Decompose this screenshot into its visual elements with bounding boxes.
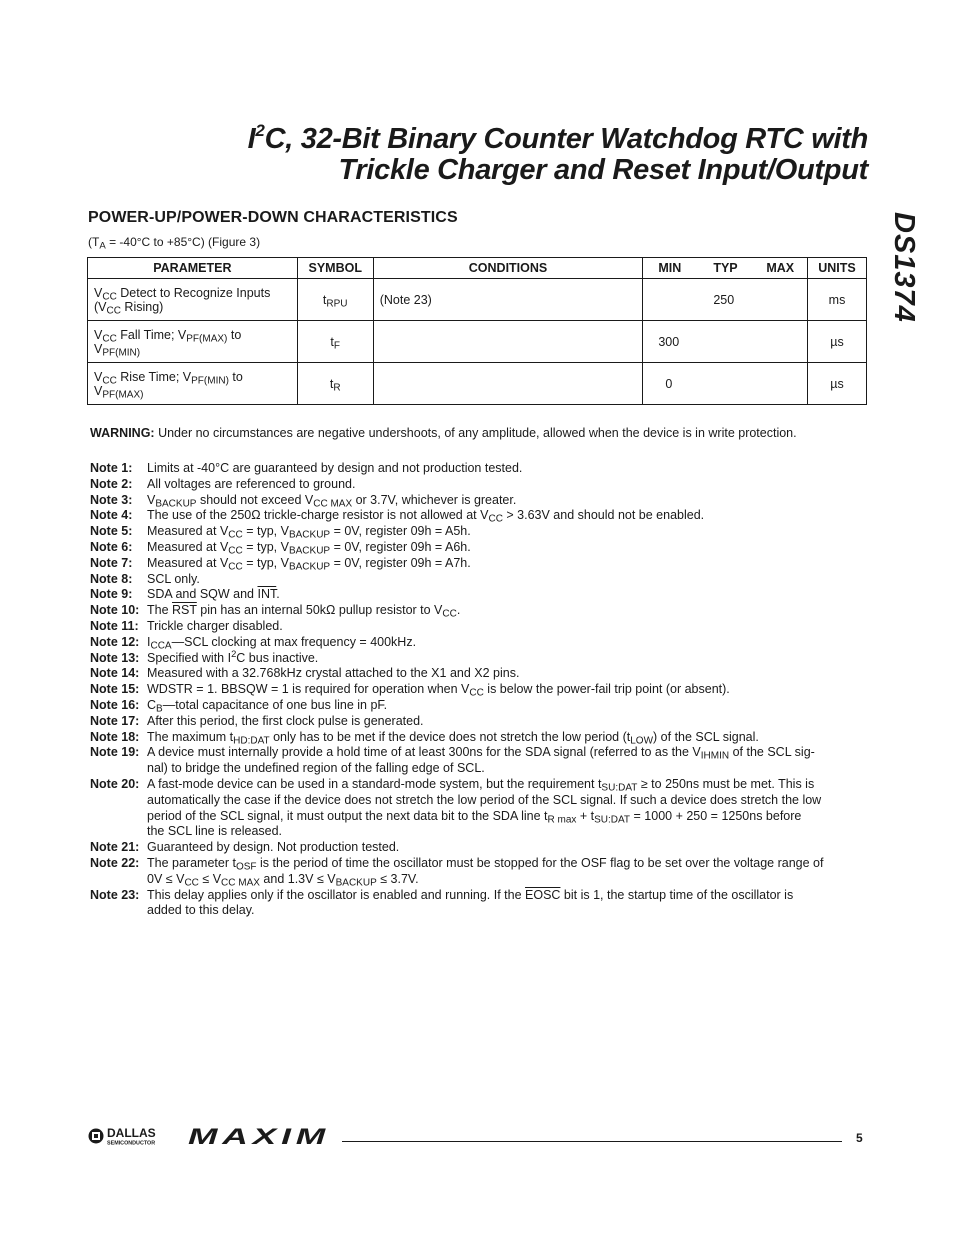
min-value: 0: [665, 376, 673, 391]
note-18: Note 18: The maximum $t_{HD:DAT}$ only has to be met if the device does not stretch the low period $(t_{LOW})$ of the SCL signal.: [90, 729, 759, 747]
page-number: 5: [856, 1131, 863, 1145]
header-units: UNITS: [808, 258, 867, 279]
note-20: Note 20: A fast-mode device can be used in a standard-mode system, but the requirement $t_{SU:DAT}$ ≥ to 250ns must be met. This is automatically the case if the device does not stretch the low period of the SCL signal. If such a device does stretch the low period of the SCL signal, it must output the next data bit to the SDA line $t_{R max} + t_{SU:DAT} = 1000 + 250 = 1250ns$ before the SCL line is released.: [90, 776, 822, 839]
note-9: Note 9: SDA and SQW and $\overline{INT}$.: [90, 587, 280, 602]
min-typ-max-cell: [643, 321, 808, 363]
note-7: Note 7: Measured at $V_{CC}$ = typ, $V_{BACKUP} = 0V$, register 09h = A7h.: [90, 555, 471, 573]
header-min: MIN: [658, 261, 682, 275]
parameter-cell: $V_{CC}$ Fall Time; $V_{PF(MAX)}$ to $V_{PF(MIN)}$: [88, 321, 298, 363]
note-2: Note 2: All voltages are referenced to ground.: [90, 476, 356, 491]
min-typ-max-cell: [643, 279, 808, 321]
note-10: Note 10: The $\overline{RST}$ pin has an internal 50kΩ pullup resistor to $V_{CC}$.: [90, 603, 461, 620]
note-1: Note 1: Limits at -40°C are guaranteed by design and not production tested.: [90, 461, 523, 475]
note-17: Note 17: After this period, the first clock pulse is generated.: [90, 713, 424, 728]
note-21: Note 21: Guaranteed by design. Not production tested.: [90, 840, 400, 855]
note-23: Note 23: This delay applies only if the oscillator is enabled and running. If the EOSC bit is 1, the startup time of the oscillator is added to this delay.: [90, 887, 794, 918]
maxim-logo-icon: MAXIM: [188, 1126, 330, 1146]
symbol-cell: $t_F$: [297, 321, 373, 363]
min-typ-max-cell: [643, 363, 808, 405]
table-row: [88, 279, 867, 321]
conditions-cell: [373, 321, 643, 363]
section-title: POWER-UP/POWER-DOWN CHARACTERISTICS: [88, 209, 458, 226]
semiconductor-wordmark: SEMICONDUCTOR: [107, 1140, 156, 1146]
note-14: Note 14: Measured with a 32.768kHz crystal attached to the X1 and X2 pins.: [90, 666, 520, 681]
header-min-typ-max: [643, 258, 808, 279]
table-row: [88, 363, 867, 405]
min-value: 300: [658, 334, 680, 349]
notes-list: [90, 461, 868, 919]
parameter-cell: $V_{CC}$ Rise Time; $V_{PF(MIN)}$ to $V_{PF(MAX)}$: [88, 363, 298, 405]
note-6: Note 6: Measured at $V_{CC}$ = typ, $V_{BACKUP} = 0V$, register 09h = A6h.: [90, 539, 471, 557]
conditions-cell: [373, 363, 643, 405]
note-8: Note 8: SCL only.: [90, 571, 200, 586]
note-5: Note 5: Measured at $V_{CC}$ = typ, $V_{BACKUP} = 0V$, register 09h = A5h.: [90, 524, 471, 541]
units-cell: ms: [808, 279, 867, 321]
header-conditions: CONDITIONS: [373, 258, 643, 279]
note-22: Note 22: The parameter $t_{OSF}$ is the period of time the oscillator must be stopped for the OSF flag to be set over the voltage range of $0V \le V_{CC} \le V_{CC MAX}$ and $1.3V \le V_{BACKUP} \le 3.7V$.: [90, 855, 824, 889]
dallas-logo-icon: [89, 1126, 156, 1146]
table-header-row: [88, 258, 867, 279]
symbol-cell: $t_{RPU}$: [297, 279, 373, 321]
note-15: Note 15: WDSTR = 1. BBSQW = 1 is required for operation when $V_{CC}$ is below the power-fail trip point (or absent).: [90, 682, 730, 699]
part-number-side-label: DS1374: [888, 212, 920, 323]
note-16: Note 16: $C_B—total$ capacitance of one bus line in pF.: [90, 697, 388, 715]
header-symbol: SYMBOL: [297, 258, 373, 279]
dallas-wordmark: DALLAS: [107, 1126, 156, 1140]
header-max: MAX: [766, 261, 795, 275]
note-4: Note 4: The use of the 250Ω trickle-charge resistor is not allowed at $V_{CC} > 3.63V$ and should not be enabled.: [90, 508, 705, 525]
characteristics-table: [87, 257, 867, 405]
note-12: Note 12: $I_{CCA}—SCL$ clocking at max frequency = 400kHz.: [90, 634, 417, 652]
symbol-cell: $t_R$: [297, 363, 373, 405]
document-title: $I^2C$, 32-Bit Binary Counter Watchdog RTC with Trickle Charger and Reset Input/Output: [247, 121, 868, 186]
parameter-cell: $V_{CC}$ Detect to Recognize Inputs ($V_{CC}$ Rising): [88, 279, 298, 321]
note-3: Note 3: $V_{BACKUP}$ should not exceed $V_{CC MAX}$ or 3.7V, whichever is greater.: [90, 492, 517, 510]
note-11: Note 11: Trickle charger disabled.: [90, 618, 283, 633]
conditions-cell: (Note 23): [373, 279, 643, 321]
note-19: Note 19: A device must internally provide a hold time of at least 300ns for the SDA signal (referred to as the $V_{IHMIN}$ of the SCL sig- nal) to bridge the undefined region of the falling edge of SCL.: [90, 745, 815, 776]
header-parameter: PARAMETER: [88, 258, 298, 279]
footer-logos: [88, 1126, 333, 1146]
table-row: [88, 321, 867, 363]
note-13: Note 13: Specified with $I^2C$ bus inactive.: [90, 648, 319, 665]
units-cell: µs: [808, 321, 867, 363]
units-cell: µs: [808, 363, 867, 405]
warning-text: WARNING: Under no circumstances are negative undershoots, of any amplitude, allowed when the device is in write protection.: [90, 426, 797, 440]
footer-rule: [342, 1141, 842, 1142]
typ-value: 250: [713, 292, 735, 307]
header-typ: TYP: [713, 261, 738, 275]
section-conditions: ($T_A = -40^\circ C$ to +85°C) (Figure 3): [88, 235, 261, 252]
